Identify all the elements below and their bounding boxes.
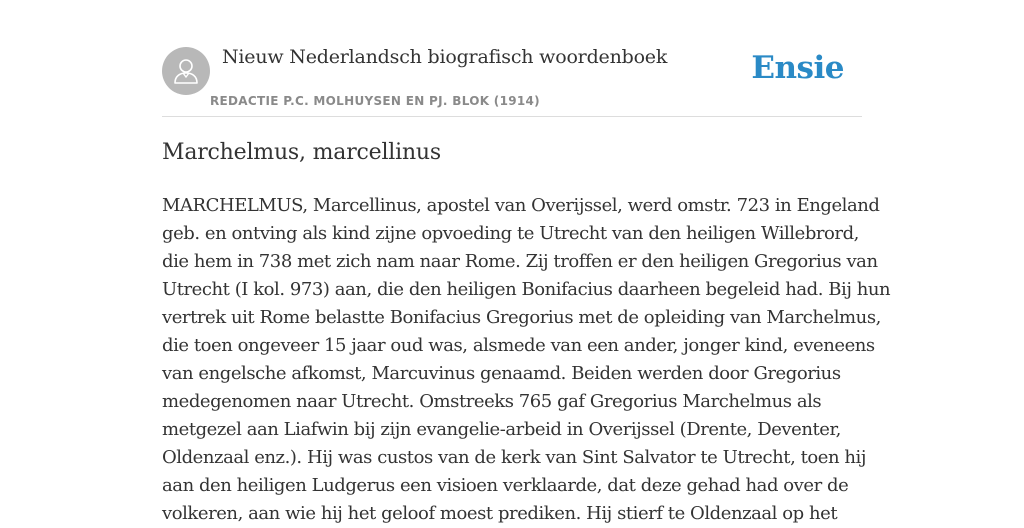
entry-body-line: die toen ongeveer 15 jaar oud was, alsmede van een ander, jonger kind, eveneens — [162, 335, 875, 356]
editor-credit: REDACTIE P.C. MOLHUYSEN EN PJ. BLOK (1914) — [210, 94, 540, 108]
book-title[interactable]: Nieuw Nederlandsch biografisch woordenboek — [222, 46, 668, 68]
page-container — [162, 0, 891, 524]
user-icon — [172, 56, 200, 86]
entry-title: Marchelmus, marcellinus — [162, 140, 441, 165]
entry-body-line: MARCHELMUS, Marcellinus, apostel van Overijssel, werd omstr. 723 in Engeland — [162, 195, 880, 216]
entry-body-line: van engelsche afkomst, Marcuvinus genaamd. Beiden werden door Gregorius — [162, 363, 841, 384]
entry-body-line: metgezel aan Liafwin bij zijn evangelie-arbeid in Overijssel (Drente, Deventer, — [162, 419, 841, 440]
entry-body-line: geb. en ontving als kind zijne opvoeding te Utrecht van den heiligen Willebrord, — [162, 223, 859, 244]
entry-body-line: Oldenzaal enz.). Hij was custos van de kerk van Sint Salvator te Utrecht, toen hij — [162, 447, 866, 468]
entry-body-line: die hem in 738 met zich nam naar Rome. Zij troffen er den heiligen Gregorius van — [162, 251, 878, 272]
ensie-logo[interactable]: Ensie — [751, 50, 844, 86]
entry-body-line: volkeren, aan wie hij het geloof moest prediken. Hij stierf te Oldenzaal op het — [162, 503, 838, 524]
entry-body-line: vertrek uit Rome belastte Bonifacius Gregorius met de opleiding van Marchelmus, — [162, 307, 881, 328]
entry-body-line: Utrecht (I kol. 973) aan, die den heiligen Bonifacius daarheen begeleid had. Bij hun — [162, 279, 891, 300]
entry-body-line: medegenomen naar Utrecht. Omstreeks 765 gaf Gregorius Marchelmus als — [162, 391, 822, 412]
entry-body — [162, 192, 891, 528]
source-header — [162, 0, 862, 117]
avatar[interactable] — [162, 47, 210, 95]
entry-body-line: aan den heiligen Ludgerus een visioen verklaarde, dat deze gehad had over de — [162, 475, 849, 496]
